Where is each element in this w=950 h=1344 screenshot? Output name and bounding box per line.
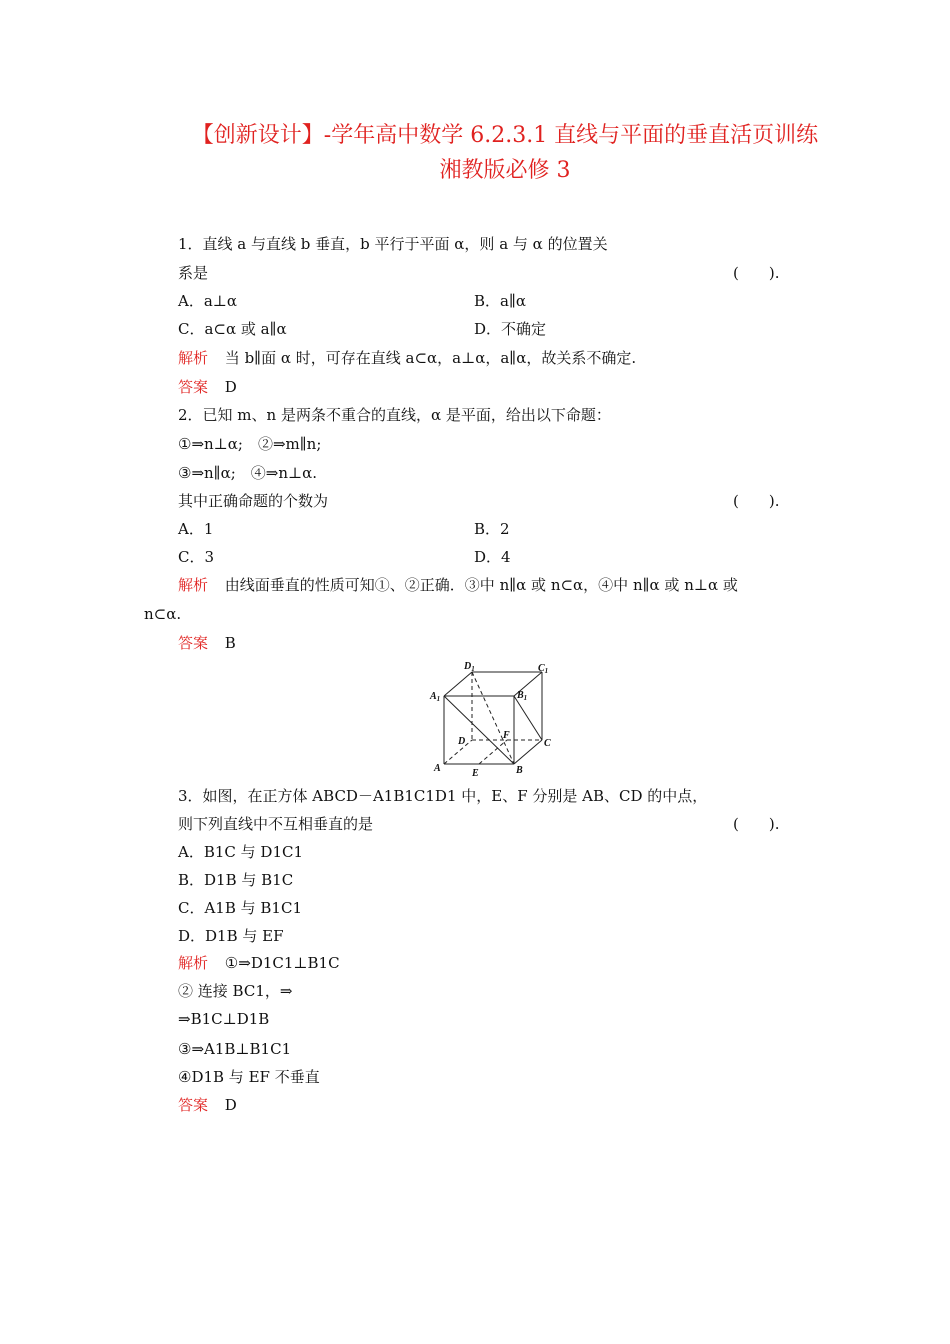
label-c1: $C_1$: [538, 663, 549, 675]
q2-answer-blank: ( ).: [733, 492, 780, 510]
q1-option-b: B．a∥α: [474, 292, 527, 310]
q3-option-c: C．A1B 与 B1C1: [178, 899, 302, 917]
q1-answer-blank: ( ).: [733, 264, 780, 282]
title-line-1: 【创新设计】-学年高中数学 6.2.3.1 直线与平面的垂直活页训练: [191, 123, 819, 148]
q2-analysis-continued: n⊂α.: [144, 605, 182, 623]
title-line-2: 湘教版必修 3: [439, 158, 571, 183]
q1-analysis-label: 解析: [178, 349, 209, 367]
cube-figure: [426, 658, 556, 780]
q1-stem-line1: 1．直线 a 与直线 b 垂直，b 平行于平面 α，则 a 与 α 的位置关: [178, 235, 608, 253]
q2-option-a: A．1: [178, 520, 214, 538]
label-b1: $B_1$: [517, 690, 528, 702]
q1-option-c: C．a⊂α 或 a∥α: [178, 320, 287, 338]
q1-analysis: [178, 348, 636, 368]
label-f: F: [503, 730, 510, 741]
label-d1: $D_1$: [464, 661, 475, 673]
q3-answer-label: 答案: [178, 1096, 209, 1114]
q3-answer: [178, 1095, 237, 1115]
q2-answer-value: B: [224, 634, 236, 652]
q3-analysis-step-2: ② 连接 BC1，⇒: [178, 982, 293, 1000]
q3-analysis-step-3: ⇒B1C⊥D1B: [178, 1010, 270, 1028]
q1-option-d: D．不确定: [474, 320, 547, 338]
q3-analysis-step-1: ①⇒D1C1⊥B1C: [224, 954, 340, 972]
q2-analysis-label: 解析: [178, 576, 209, 594]
q2-answer: [178, 633, 236, 653]
label-a: A: [434, 763, 441, 774]
q3-analysis-label: 解析: [178, 954, 209, 972]
diagonal-b1-c: [514, 696, 542, 740]
hidden-diagonal-d1-b: [472, 672, 514, 764]
q2-option-d: D．4: [474, 548, 511, 566]
label-d: D: [458, 736, 466, 747]
q1-analysis-text: 当 b∥面 α 时，可存在直线 a⊂α，a⊥α，a∥α，故关系不确定.: [224, 349, 637, 367]
edge-b-c: [514, 740, 542, 764]
q3-analysis-step-4: ③⇒A1B⊥B1C1: [178, 1040, 292, 1058]
document-title: [120, 118, 890, 188]
q2-analysis: [178, 575, 738, 595]
q3-analysis-step-5: ④D1B 与 EF 不垂直: [178, 1068, 320, 1086]
q2-proposition-3-4: ③⇒n∥α; ④⇒n⊥α.: [178, 464, 318, 482]
q2-stem: 2．已知 m、n 是两条不重合的直线，α 是平面，给出以下命题：: [178, 406, 611, 424]
q2-option-c: C．3: [178, 548, 215, 566]
q2-analysis-text: 由线面垂直的性质可知①、②正确．③中 n∥α 或 n⊂α，④中 n∥α 或 n⊥α 或: [224, 576, 738, 594]
q1-answer-label: 答案: [178, 378, 209, 396]
label-c: C: [544, 738, 551, 749]
q3-option-d: D．D1B 与 EF: [178, 927, 284, 945]
label-b: B: [516, 765, 523, 776]
label-e: E: [472, 768, 479, 779]
label-a1: $A_1$: [430, 691, 441, 703]
q1-option-a: A．a⊥α: [178, 292, 238, 310]
q3-option-b: B．D1B 与 B1C: [178, 871, 294, 889]
q2-option-b: B．2: [474, 520, 510, 538]
q2-proposition-1-2: ①⇒n⊥α; ②⇒m∥n;: [178, 435, 322, 453]
q2-question: 其中正确命题的个数为: [178, 492, 329, 510]
q1-answer-value: D: [224, 378, 237, 396]
q3-answer-blank: ( ).: [733, 815, 780, 833]
q2-answer-label: 答案: [178, 634, 209, 652]
q3-option-a: A．B1C 与 D1C1: [178, 843, 304, 861]
q3-stem-line1: 3．如图，在正方体 ABCD－A1B1C1D1 中，E、F 分别是 AB、CD 的中点，: [178, 787, 708, 805]
q3-answer-value: D: [224, 1096, 237, 1114]
q1-answer: [178, 377, 237, 397]
edge-a1-d1: [444, 672, 472, 696]
q3-analysis: [178, 953, 340, 973]
q3-stem-line2: 则下列直线中不互相垂直的是: [178, 815, 374, 833]
q1-stem-line2: 系是: [178, 264, 209, 282]
